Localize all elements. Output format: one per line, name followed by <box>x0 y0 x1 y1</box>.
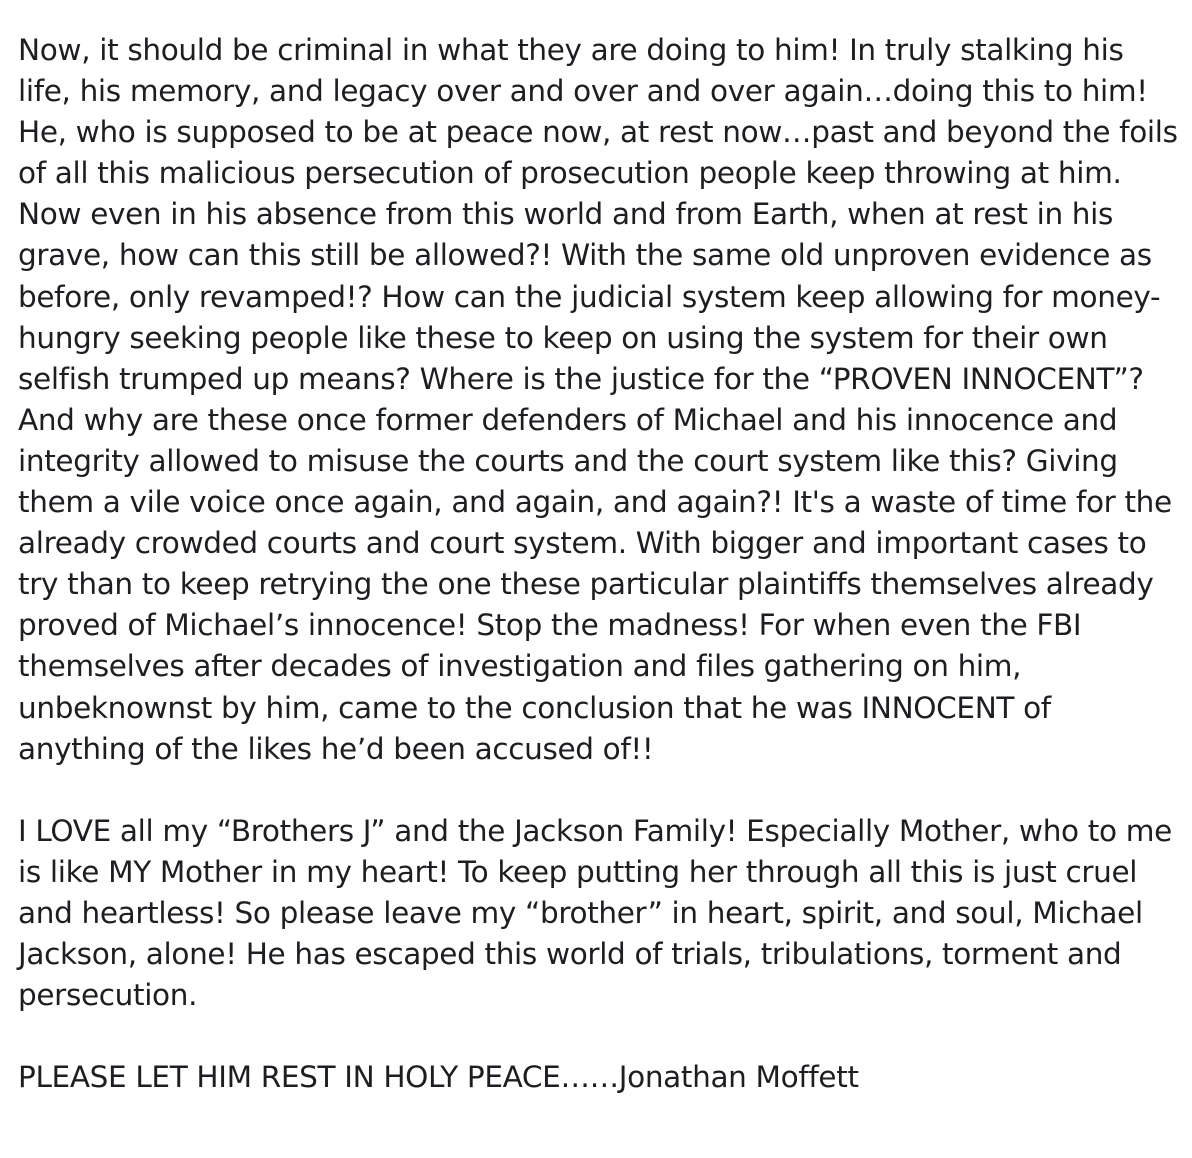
paragraph-gap <box>18 1016 1178 1057</box>
post-paragraph-1: Now, it should be criminal in what they are doing to him! In truly stalking his life, his memory, and legacy over and over and over again…doing this to him! He, who is supposed to be at peace now, at rest now…past and beyond the foils of all this malicious persecution of prosecution people keep throwing at him. Now even in his absence from this world and from Earth, when at rest in his grave, how can this still be allowed?! With the same old unproven evidence as before, only revamped!? How can the judicial system keep allowing for money-hungry seeking people like these to keep on using the system for their own selfish trumped up means? Where is the justice for the “PROVEN INNOCENT”? And why are these once former defenders of Michael and his innocence and integrity allowed to misuse the courts and the court system like this? Giving them a vile voice once again, and again, and again?! It's a waste of time for the already crowded courts and court system. With bigger and important cases to try than to keep retrying the one these particular plaintiffs themselves already proved of Michael’s innocence! Stop the madness! For when even the FBI themselves after decades of investigation and files gathering on him, unbeknownst by him, came to the conclusion that he was INNOCENT of anything of the likes he’d been accused of!! <box>18 33 1178 766</box>
paragraph-gap <box>18 770 1178 811</box>
post-paragraph-2: I LOVE all my “Brothers J” and the Jackson Family! Especially Mother, who to me is like MY Mother in my heart! To keep putting her through all this is just cruel and heartless! So please leave my “brother” in heart, spirit, and soul, Michael Jackson, alone! He has escaped this world of trials, tribulations, torment and persecution. <box>18 813 1172 1013</box>
post-body <box>18 30 1178 1098</box>
post-signature: PLEASE LET HIM REST IN HOLY PEACE……Jonathan Moffett <box>18 1060 859 1095</box>
